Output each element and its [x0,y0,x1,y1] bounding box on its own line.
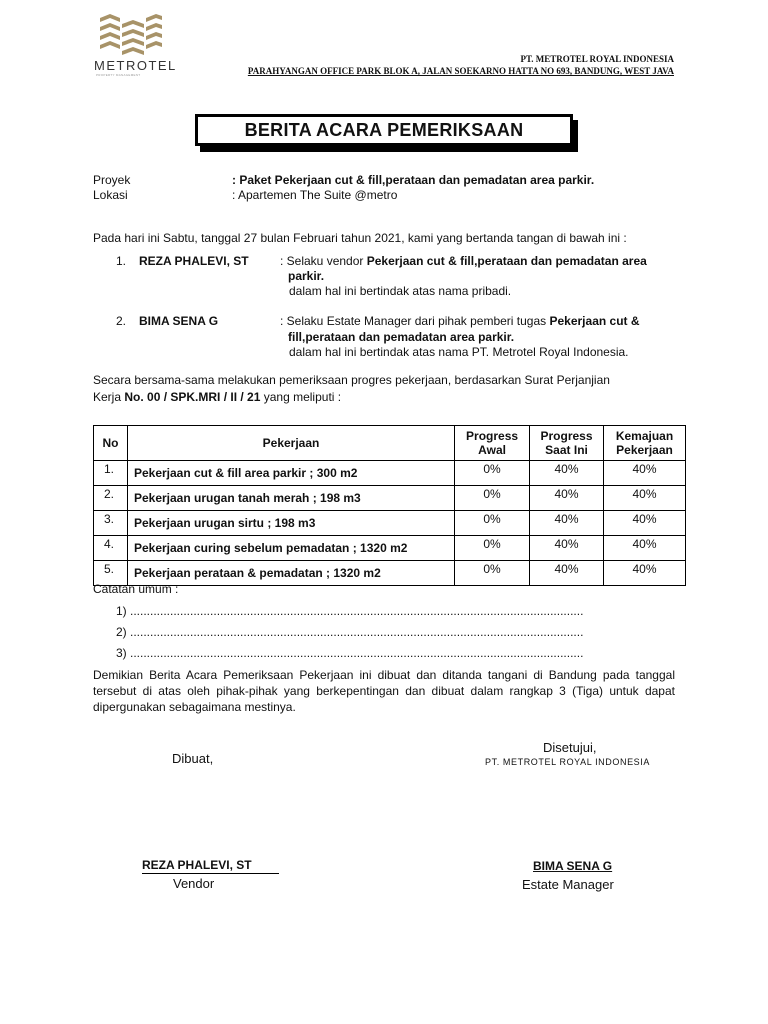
party-acting: dalam hal ini bertindak atas nama pribadi. [289,284,512,298]
closing-paragraph: Demikian Berita Acara Pemeriksaan Pekerjaan ini dibuat dan ditanda tangani di Bandung pada tanggal tersebut di atas oleh pihak-pihak yang berkepentingan dan dibuat dalam rangkap 3 (Tiga) untuk dapat dipergunakan sebagaimana mestinya. [93,668,675,714]
inspection-table [93,425,686,586]
table-row [94,486,686,511]
row-no: 2. [94,486,128,511]
header-no: No [94,426,128,461]
row-no: 4. [94,536,128,561]
intro-text: Pada hari ini Sabtu, tanggal 27 bulan Februari tahun 2021, kami yang bertanda tangan di bawah ini : [93,231,627,245]
header-progress-saat-ini: Progress Saat Ini [530,426,604,461]
row-progress-awal: 0% [455,461,530,486]
party-role-continued: parkir. [288,269,325,283]
signature-left-label: Dibuat, [172,751,214,766]
location-label: Lokasi [93,188,128,202]
contract-number: No. 00 / SPK.MRI / II / 21 [124,390,261,404]
project-value: : Paket Pekerjaan cut & fill,perataan dan pemadatan area parkir. [232,173,595,187]
row-no: 3. [94,511,128,536]
note-line: 1) ........................................................................................................................................ [116,604,584,618]
party-acting: dalam hal ini bertindak atas nama PT. Metrotel Royal Indonesia. [289,345,629,359]
row-no: 1. [94,461,128,486]
company-address: PARAHYANGAN OFFICE PARK BLOK A, JALAN SOEKARNO HATTA NO 693, BANDUNG, WEST JAVA [247,66,674,76]
notes-label: Catatan umum : [93,582,179,596]
agreement-prefix: Kerja [93,390,125,404]
row-kemajuan: 40% [604,536,686,561]
party-role-continued: fill,perataan dan pemadatan area parkir. [288,330,515,344]
row-job: Pekerjaan cut & fill area parkir ; 300 m2 [127,461,454,486]
header-pekerjaan: Pekerjaan [127,426,454,461]
party-role [280,254,647,268]
row-progress-awal: 0% [455,561,530,586]
table-row [94,536,686,561]
signature-right-name: BIMA SENA G [533,859,613,873]
row-kemajuan: 40% [604,561,686,586]
row-job: Pekerjaan urugan sirtu ; 198 m3 [127,511,454,536]
agreement-suffix: yang meliputi : [260,390,342,404]
row-progress-awal: 0% [455,536,530,561]
party-name: REZA PHALEVI, ST [139,254,249,268]
agreement-line-1: Secara bersama-sama melakukan pemeriksaan progres pekerjaan, berdasarkan Surat Perjanjian [93,373,610,387]
party-name: BIMA SENA G [139,314,219,328]
party-role-prefix: : Selaku Estate Manager dari pihak pemberi tugas [280,314,550,328]
header-progress-awal: Progress Awal [455,426,530,461]
table-row [94,561,686,586]
row-job: Pekerjaan urugan tanah merah ; 198 m3 [127,486,454,511]
signature-right-company: PT. METROTEL ROYAL INDONESIA [485,757,650,767]
signature-left-role: Vendor [173,876,215,891]
logo-subtext: PROPERTY MANAGEMENT [96,73,141,77]
row-progress-saat-ini: 40% [530,511,604,536]
row-no: 5. [94,561,128,586]
row-job: Pekerjaan perataan & pemadatan ; 1320 m2 [127,561,454,586]
note-line: 3) ........................................................................................................................................ [116,646,584,660]
party-number: 2. [116,314,127,328]
table-row [94,511,686,536]
project-label: Proyek [93,173,131,187]
row-progress-awal: 0% [455,511,530,536]
note-line: 2) ........................................................................................................................................ [116,625,584,639]
signature-right-role: Estate Manager [522,877,614,892]
party-number: 1. [116,254,127,268]
row-kemajuan: 40% [604,511,686,536]
row-job: Pekerjaan curing sebelum pemadatan ; 1320 m2 [127,536,454,561]
row-progress-saat-ini: 40% [530,461,604,486]
agreement-line-2 [93,390,341,404]
signature-left-name: REZA PHALEVI, ST [142,858,279,874]
row-kemajuan: 40% [604,486,686,511]
location-value: : Apartemen The Suite @metro [232,188,398,202]
row-progress-awal: 0% [455,486,530,511]
logo-text: METROTEL [94,58,177,73]
signature-right-label: Disetujui, [543,740,597,755]
header-kemajuan: Kemajuan Pekerjaan [604,426,686,461]
row-progress-saat-ini: 40% [530,561,604,586]
company-logo [100,14,166,58]
row-progress-saat-ini: 40% [530,486,604,511]
party-role-bold: Pekerjaan cut & fill,perataan dan pemadatan area [366,254,647,268]
table-row [94,461,686,486]
logo-chevrons-icon [100,14,166,58]
company-name: PT. METROTEL ROYAL INDONESIA [520,54,674,64]
document-title: BERITA ACARA PEMERIKSAAN [195,114,573,146]
party-role-bold: Pekerjaan cut & [549,314,640,328]
table-header-row [94,426,686,461]
row-kemajuan: 40% [604,461,686,486]
row-progress-saat-ini: 40% [530,536,604,561]
party-role [280,314,640,328]
party-role-prefix: : Selaku vendor [280,254,367,268]
